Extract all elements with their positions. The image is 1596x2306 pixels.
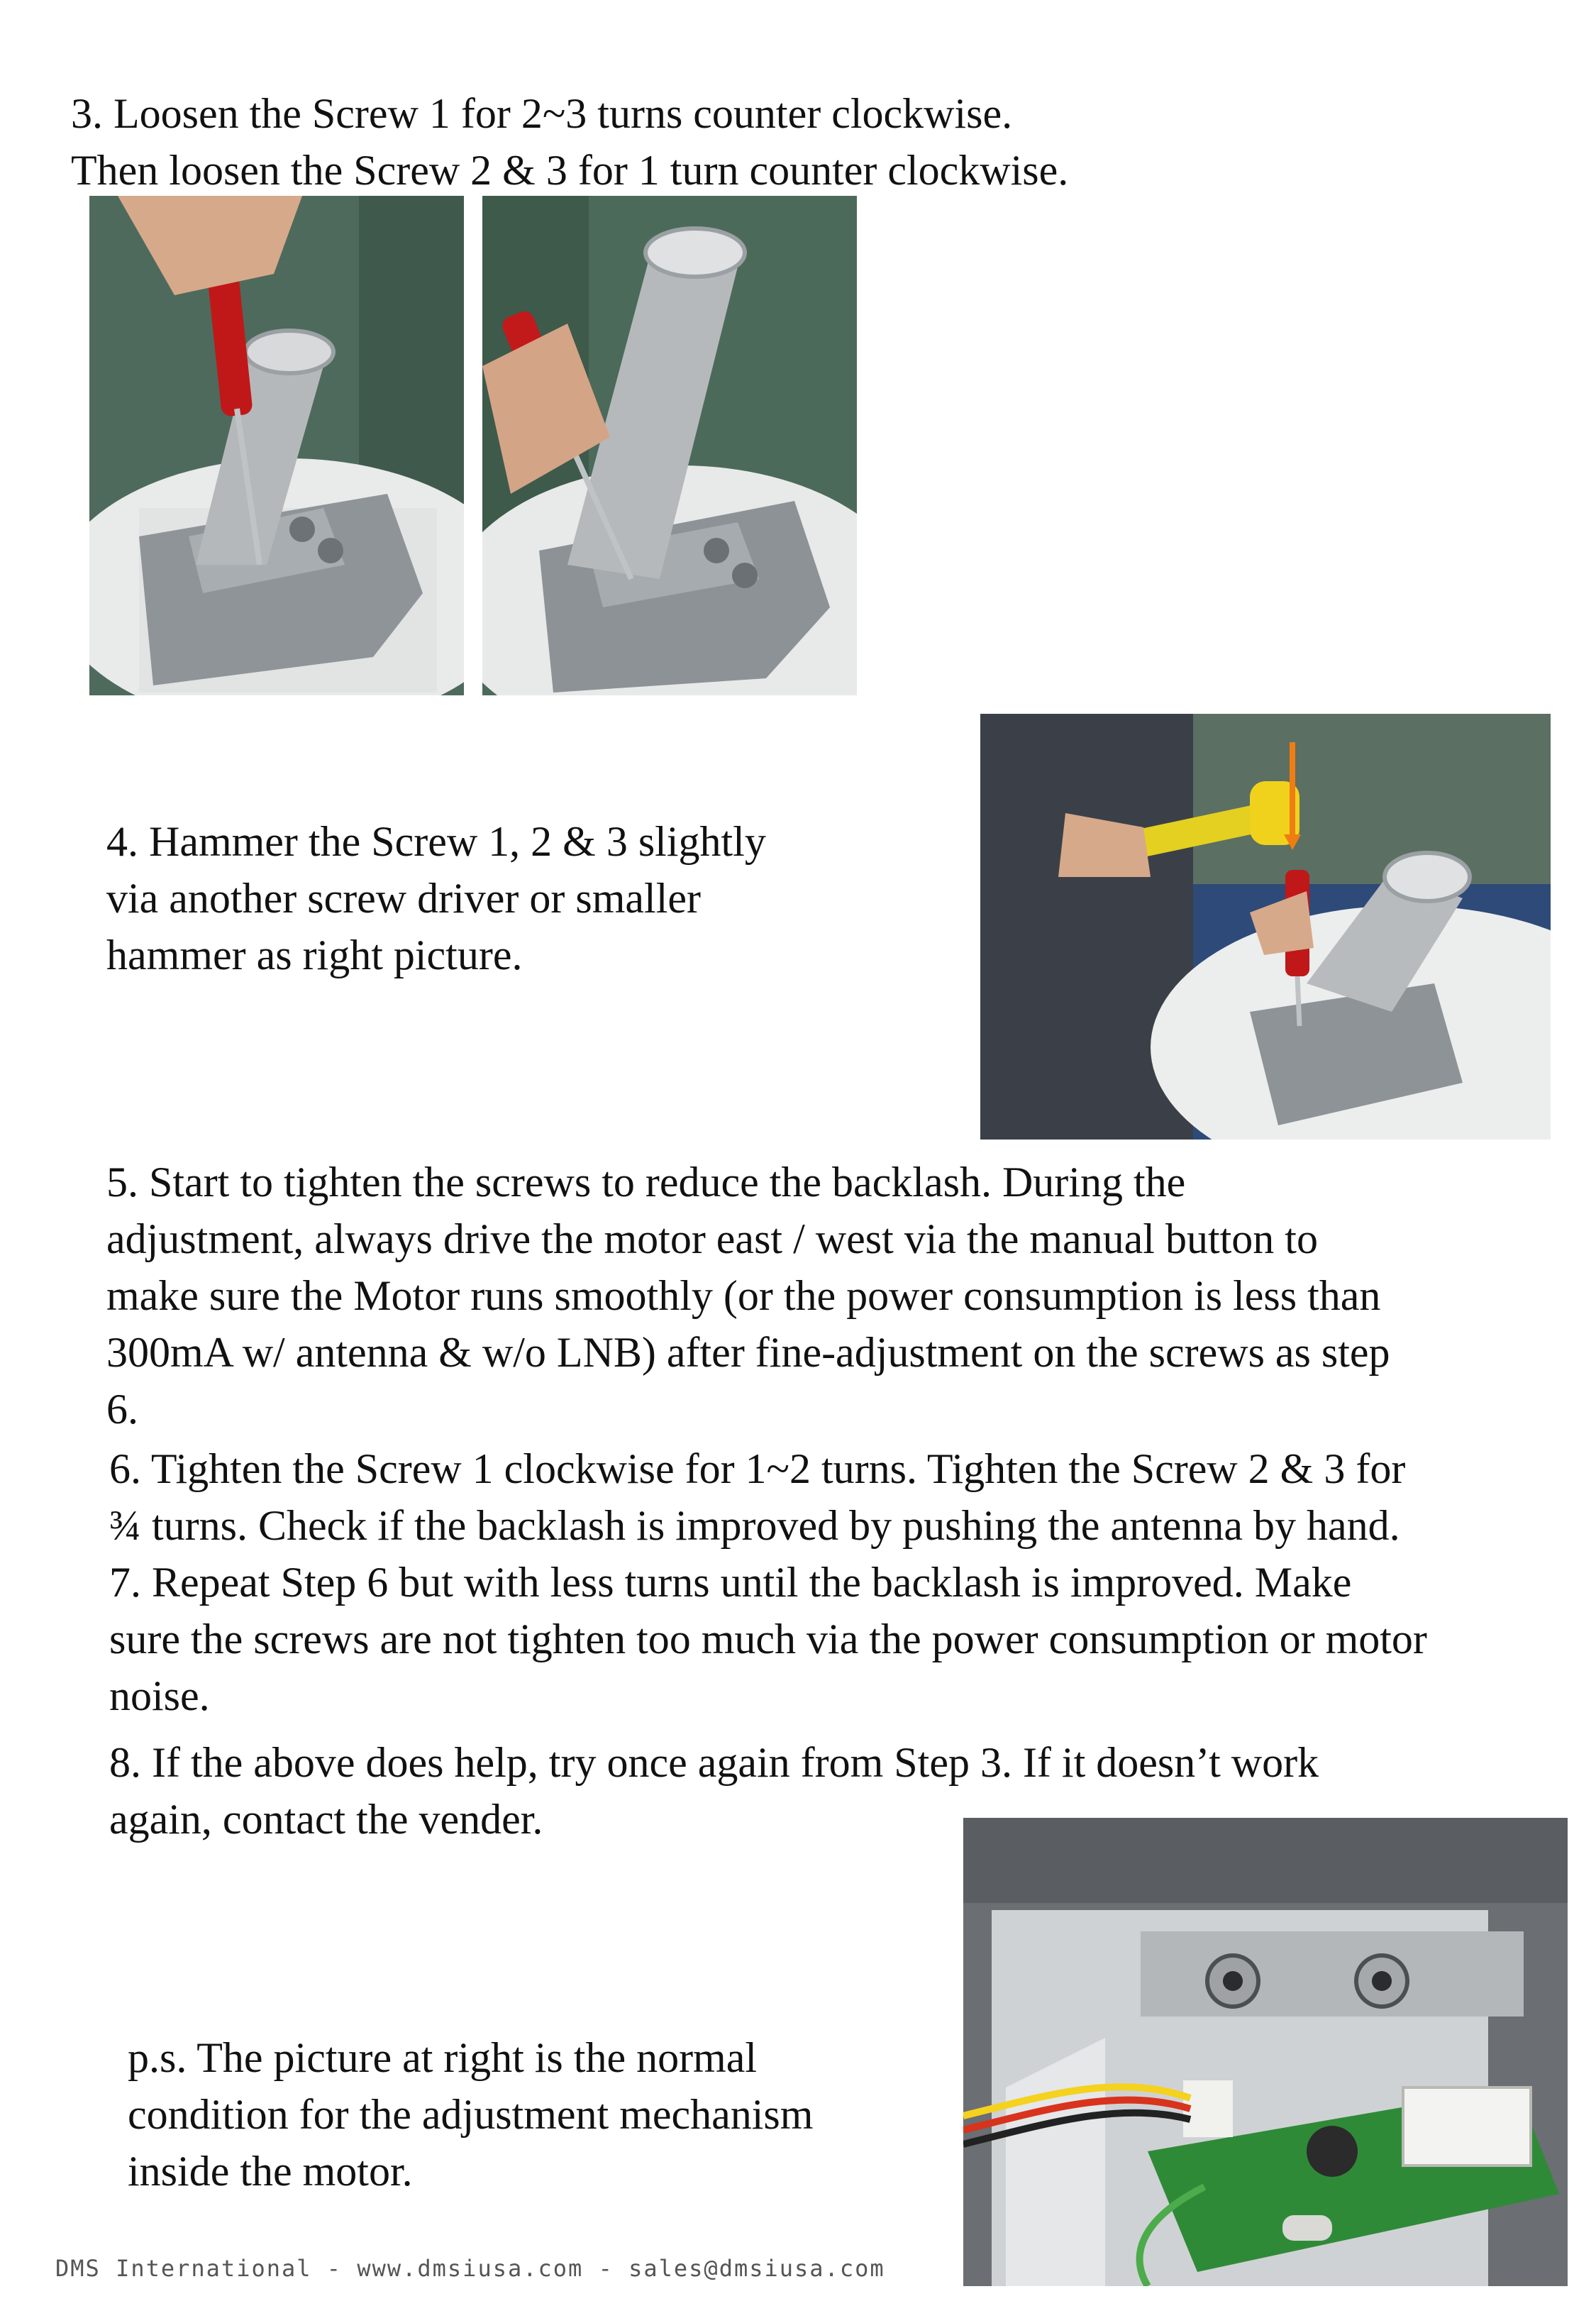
photo-hammer-screws xyxy=(980,714,1551,1140)
step-7-text: 7. Repeat Step 6 but with less turns until the backlash is improved. Make sure the screws are not tighten too much via the power consumption or motor noise. xyxy=(109,1559,1427,1719)
step-3-text: 3. Loosen the Screw 1 for 2~3 turns counter clockwise. Then loosen the Screw 2 & 3 for 1 turn counter clockwise. xyxy=(71,90,1069,194)
step-5-text: 5. Start to tighten the screws to reduce the backlash. During the adjustment, always drive the motor east / west via the manual button to make sure the Motor runs smoothly (or the power consumption is less than 300mA w/ antenna & w/o LNB) after fine-adjustment on the screws as step 6. xyxy=(106,1159,1390,1433)
ps-note: p.s. The picture at right is the normal condition for the adjustment mechanism inside the motor. xyxy=(128,2034,814,2195)
photo-loosen-screw-2-3 xyxy=(482,196,857,695)
photo-loosen-screw-1 xyxy=(89,196,464,695)
step-8-text: 8. If the above does help, try once again from Step 3. If it doesn’t work again, contact the vender. xyxy=(109,1739,1319,1843)
step-4-text: 4. Hammer the Screw 1, 2 & 3 slightly via another screw driver or smaller hammer as right picture. xyxy=(106,818,766,978)
step-6-text: 6. Tighten the Screw 1 clockwise for 1~2 turns. Tighten the Screw 2 & 3 for ¾ turns. Check if the backlash is improved by pushing the antenna by hand. xyxy=(109,1445,1406,1549)
photo-motor-internals xyxy=(963,1818,1568,2286)
page-footer: DMS International - www.dmsiusa.com - sales@dmsiusa.com xyxy=(55,2255,885,2282)
